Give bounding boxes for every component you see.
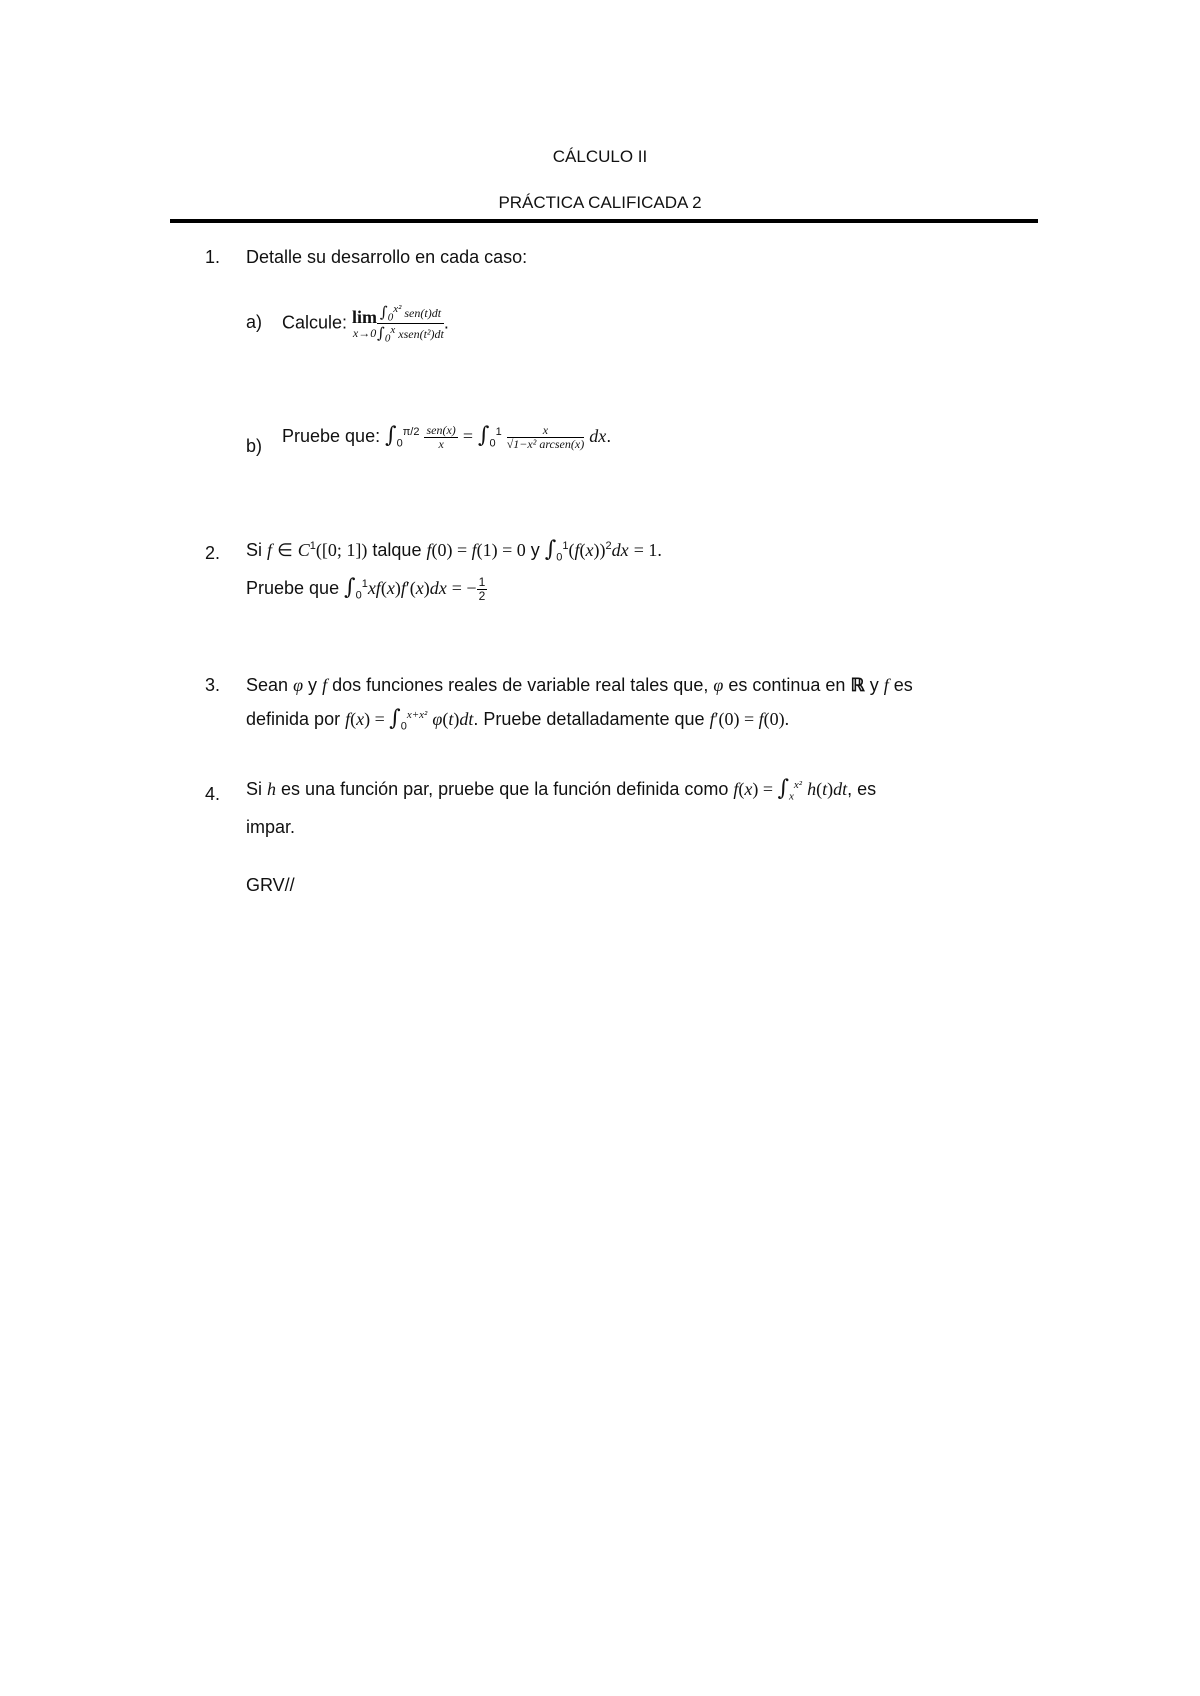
problem-3-number: 3. xyxy=(205,675,221,695)
problem-3-line2: definida por $f(x) = \int_0^{x+x^2}$ φ(t)dt. Pruebe detalladamente que f′(0) = f(0). xyxy=(246,706,790,733)
problem-4-line1: Si h es una función par, pruebe que la función definida como $f(x) = \int_x^{x^2}$ h(t)dt, es xyxy=(246,776,877,803)
problem-1-intro: Detalle su desarrollo en cada caso: xyxy=(246,247,528,267)
limit-fraction: $\frac{\int_0^{x^2} sen(t)dt}{\int_0^x xsen(t^2)dt}$ xyxy=(377,303,444,345)
problem-1b-formula: Pruebe que: $\int_0^{\pi/2}$ $\frac{\text{sen(x)}}{x}$ = $\int_0^1$ $\frac{x}{\text{√1−x² arcsen(x)}}$ dx. xyxy=(282,422,612,451)
problem-1a-formula: Calcule: lim x→0 $\frac{\int_0^{x^2} sen(t)dt}{\int_0^x xsen(t^2)dt}$ . xyxy=(282,303,449,345)
problem-4-line2: impar. xyxy=(246,817,296,837)
problem-1-number: 1. xyxy=(205,247,221,267)
problem-1b-text: Pruebe que: xyxy=(282,426,381,446)
problem-2-line2: Pruebe que $\int_0^1xf(x)f'(x)dx$ = − $\frac{1}{2}$ xyxy=(246,574,486,603)
problem-3-line1: Sean φ y f dos funciones reales de variable real tales que, φ es continua en ℝ y f es xyxy=(246,675,913,695)
problem-2-line1: Si f ∈ $C^1([0$; 1]) talque f(0) = f(1) = 0 y $\int_0^1(f(x))^2dx = 1$. xyxy=(246,537,662,564)
limit-expression: lim x→0 xyxy=(352,307,378,341)
page-subtitle: PRÁCTICA CALIFICADA 2 xyxy=(498,193,702,212)
problem-1a-text: Calcule: xyxy=(282,312,348,333)
page-title: CÁLCULO II xyxy=(552,147,648,166)
header-divider xyxy=(170,219,1038,223)
problem-1a-label: a) xyxy=(246,312,263,332)
problem-2-number: 2. xyxy=(205,543,221,563)
problem-1b-label: b) xyxy=(246,436,263,456)
signature: GRV// xyxy=(246,875,295,895)
problem-4-number: 4. xyxy=(205,784,221,804)
